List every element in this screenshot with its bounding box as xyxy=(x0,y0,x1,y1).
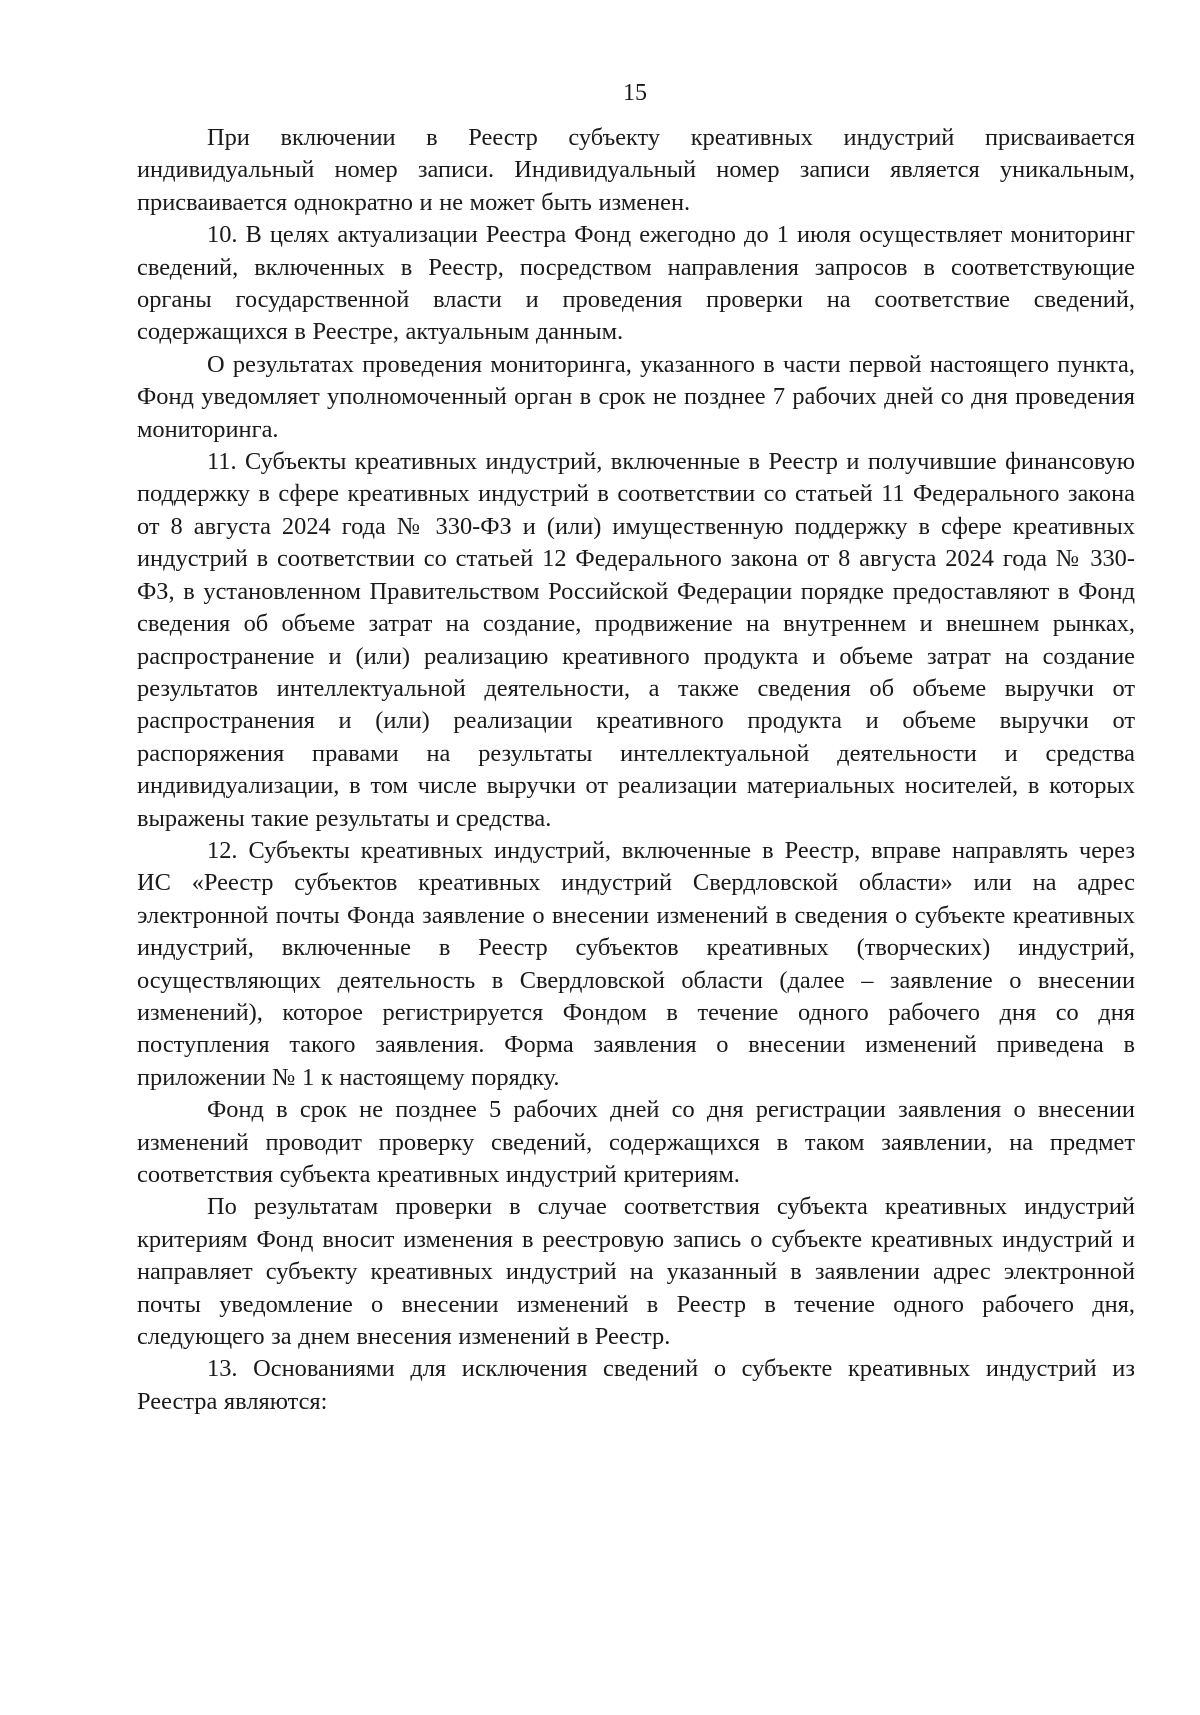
paragraph-check-period: Фонд в срок не позднее 5 рабочих дней со дня регистрации заявления о внесении изменений проводит проверку сведений, содержащихся в таком заявлении, на предмет соответствия субъекта креативных индустрий критериям. xyxy=(137,1096,1135,1188)
paragraph-registry-number: При включении в Реестр субъекту креативных индустрий присваивается индивидуальный номер записи. Индивидуальный номер записи является уникальным, присваивается однократно и не может быть изменен. xyxy=(137,124,1135,216)
paragraph-item-12: 12. Субъекты креативных индустрий, включенные в Реестр, вправе направлять через ИС «Реестр субъектов креативных индустрий Свердловской области» или на адрес электронной почты Фонда заявление о внесении изменений в сведения о субъекте креативных индустрий, включенные в Реестр субъектов креативных (творческих) индустрий, осуществляющих деятельность в Свердловской области (далее – заявление о внесении изменений), которое регистрируется Фондом в течение одного рабочего дня со дня поступления такого заявления. Форма заявления о внесении изменений приведена в приложении № 1 к настоящему порядку. xyxy=(137,836,1135,1091)
paragraph-monitoring-results: О результатах проведения мониторинга, указанного в части первой настоящего пункта, Фонд уведомляет уполномоченный орган в срок не позднее 7 рабочих дней со дня проведения мониторинга. xyxy=(137,350,1135,443)
paragraph-check-results: По результатам проверки в случае соответствия субъекта креативных индустрий критериям Фонд вносит изменения в реестровую запись о субъекте креативных индустрий и направляет субъекту креативных индустрий на указанный в заявлении адрес электронной почты уведомление о внесении изменений в Реестр в течение одного рабочего дня, следующего за днем внесения изменений в Реестр. xyxy=(137,1193,1135,1351)
document-body xyxy=(137,122,1135,1418)
page-number: 15 xyxy=(623,80,647,106)
paragraph-item-13: 13. Основаниями для исключения сведений о субъекте креативных индустрий из Реестра являются: xyxy=(137,1355,1135,1415)
paragraph-item-10: 10. В целях актуализации Реестра Фонд ежегодно до 1 июля осуществляет мониторинг сведений, включенных в Реестр, посредством направления запросов в соответствующие органы государственной власти и проведения проверки на соответствие сведений, содержащихся в Реестре, актуальным данным. xyxy=(137,221,1135,346)
paragraph-item-11: 11. Субъекты креативных индустрий, включенные в Реестр и получившие финансовую поддержку в сфере креативных индустрий в соответствии со статьей 11 Федерального закона от 8 августа 2024 года № 330-ФЗ и (или) имущественную поддержку в сфере креативных индустрий в соответствии со статьей 12 Федерального закона от 8 августа 2024 года № 330-ФЗ, в установленном Правительством Российской Федерации порядке предоставляют в Фонд сведения об объеме затрат на создание, продвижение на внутреннем и внешнем рынках, распространение и (или) реализацию креативного продукта и объеме затрат на создание результатов интеллектуальной деятельности, а также сведения об объеме выручки от распространения и (или) реализации креативного продукта и объеме выручки от распоряжения правами на результаты интеллектуальной деятельности и средства индивидуализации, в том числе выручки от реализации материальных носителей, в которых выражены такие результаты и средства. xyxy=(137,448,1135,832)
